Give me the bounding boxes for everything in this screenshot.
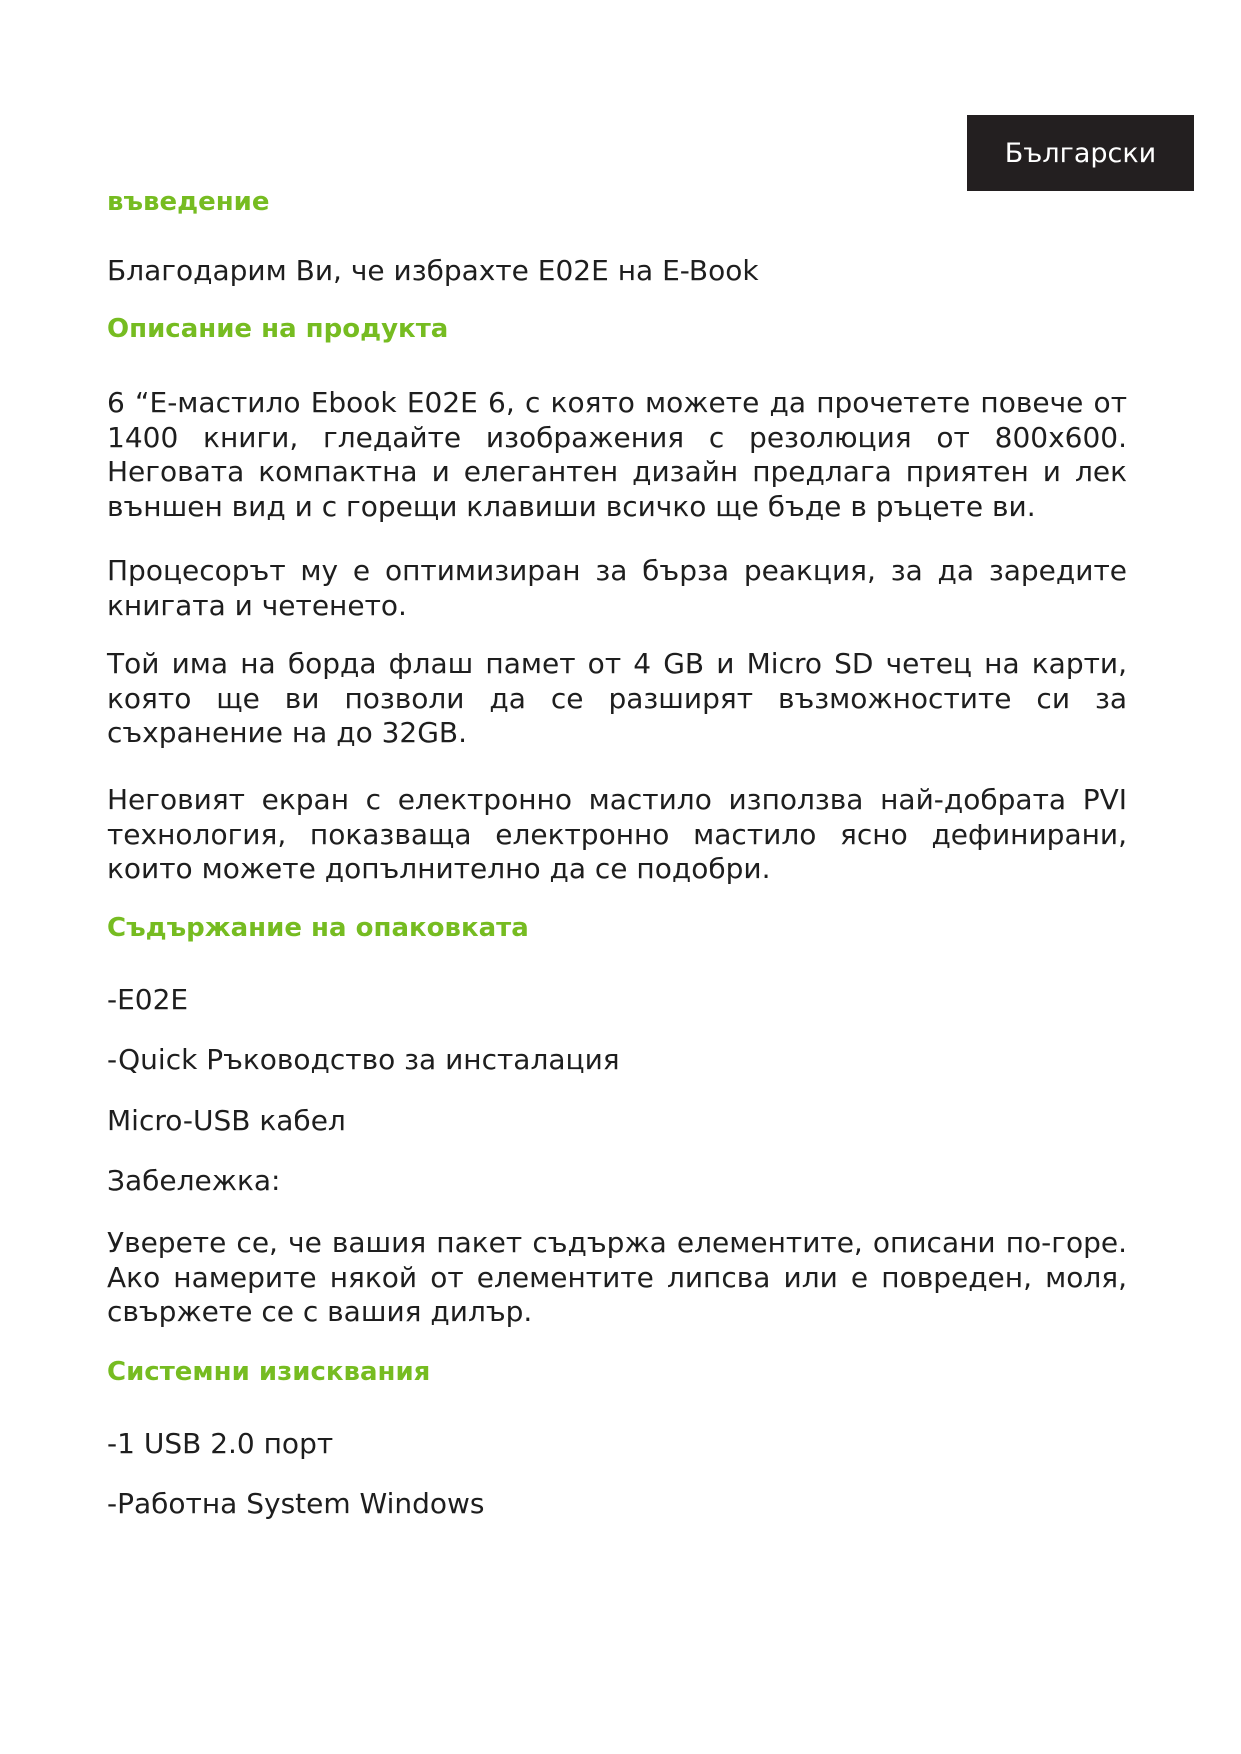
package-item: -E02E [107,983,189,1016]
language-tab: Български [967,115,1194,191]
note-text: Уверете се, че вашия пакет съдържа елементите, описани по-горе. Ако намерите някой от елементите липсва или е повреден, моля, свържете се с вашия дилър. [107,1226,1127,1328]
note-label: Забележка: [107,1164,281,1197]
description-paragraph-2: Процесорът му е оптимизиран за бърза реакция, за да заредите книгата и четенето. [107,554,1127,622]
package-heading: Съдържание на опаковката [107,913,529,943]
description-paragraph-3: Той има на борда флаш памет от 4 GB и Micro SD четец на карти, която ще ви позволи да се разширят възможностите си за съхранение на до 32GB. [107,647,1127,749]
description-paragraph-4: Неговият екран с електронно мастило използва най-добрата PVI технология, показваща електронно мастило ясно дефинирани, които можете допълнително да се подобри. [107,783,1127,885]
package-item: Micro-USB кабел [107,1104,346,1137]
description-paragraph-1: 6 “Е-мастило Ebook E02E 6, с която можете да прочетете повече от 1400 книги, гледайте изображения с резолюция от 800x600. Неговата компактна и елегантен дизайн предлага приятен и лек външен вид и с горещи клавиши всичко ще бъде в ръцете ви. [107,386,1127,523]
package-item: -Quick Ръководство за инсталация [107,1043,620,1076]
intro-heading: въведение [107,187,270,217]
requirements-item: -Работна System Windows [107,1487,485,1520]
intro-text: Благодарим Ви, че избрахте E02E на E-Book [107,254,759,287]
description-heading: Описание на продукта [107,314,449,344]
requirements-item: -1 USB 2.0 порт [107,1427,334,1460]
requirements-heading: Системни изисквания [107,1357,431,1387]
